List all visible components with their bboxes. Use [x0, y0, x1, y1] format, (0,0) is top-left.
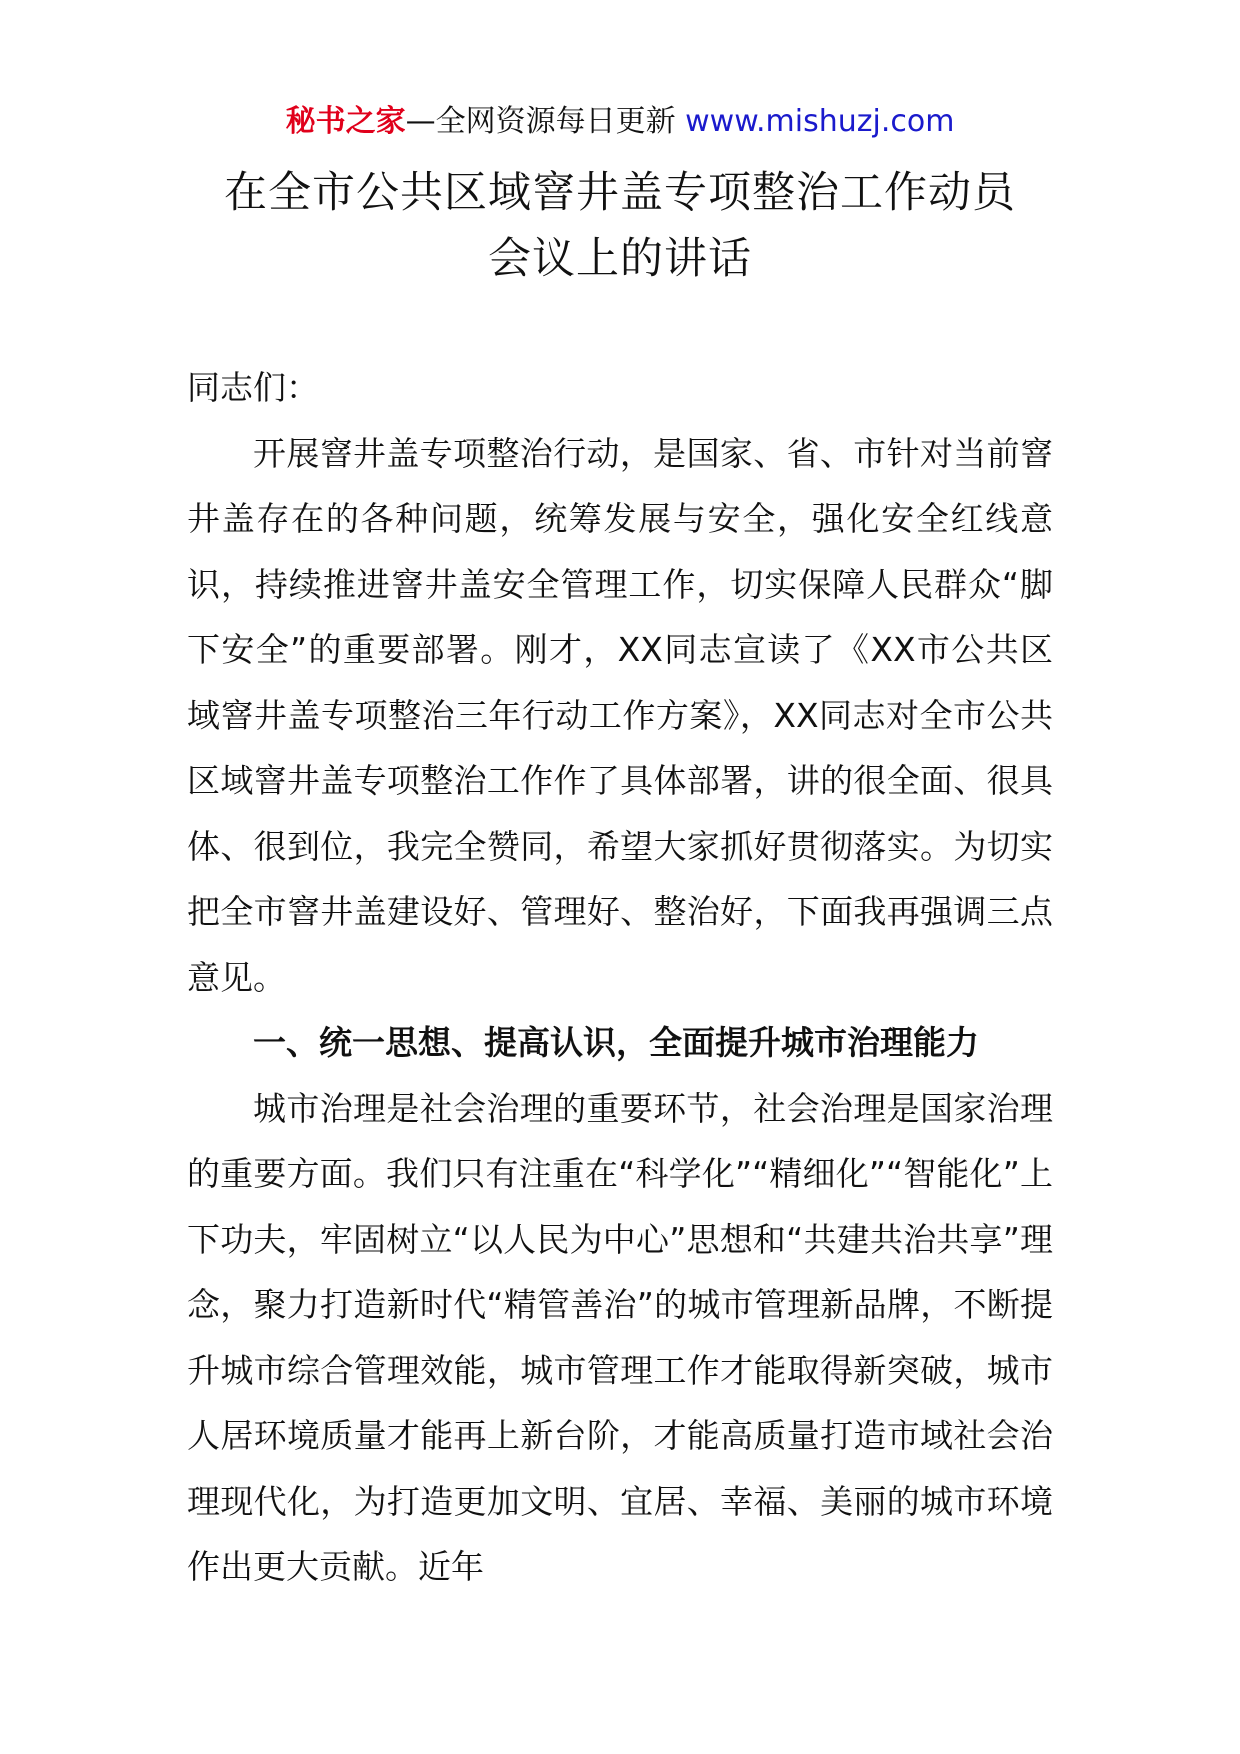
- site-banner: [0, 100, 1240, 144]
- section-heading-1: 一、统一思想、提高认识，全面提升城市治理能力: [253, 1023, 979, 1062]
- body-paragraph-2: 城市治理是社会治理的重要环节，社会治理是国家治理的重要方面。我们只有注重在“科学化”“精细化”“智能化”上下功夫，牢固树立“以人民为中心”思想和“共建共治共享”理念，聚力打造新时代“精管善治”的城市管理新品牌，不断提升城市综合管理效能，城市管理工作才能取得新突破，城市人居环境质量才能再上新台阶，才能高质量打造市域社会治理现代化，为打造更加文明、宜居、幸福、美丽的城市环境作出更大贡献。近年: [187, 1088, 1053, 1586]
- banner-slogan: —全网资源每日更新: [405, 104, 686, 139]
- salutation: 同志们：: [187, 368, 319, 407]
- brand-name: 秘书之家: [285, 104, 406, 139]
- site-url-link[interactable]: www.mishuzj.com: [685, 104, 955, 139]
- document-body: [187, 355, 1053, 1600]
- title-line-1: 在全市公共区域窨井盖专项整治工作动员: [224, 168, 1016, 218]
- body-paragraph-1: 开展窨井盖专项整治行动，是国家、省、市针对当前窨井盖存在的各种问题，统筹发展与安全，强化安全红线意识，持续推进窨井盖安全管理工作，切实保障人民群众“脚下安全”的重要部署。刚才，XX同志宣读了《XX市公共区域窨井盖专项整治三年行动工作方案》，XX同志对全市公共区域窨井盖专项整治工作作了具体部署，讲的很全面、很具体、很到位，我完全赞同，希望大家抓好贯彻落实。为切实把全市窨井盖建设好、管理好、整治好，下面我再强调三点意见。: [187, 433, 1053, 997]
- title-line-2: 会议上的讲话: [488, 234, 752, 284]
- document-title: [120, 160, 1120, 292]
